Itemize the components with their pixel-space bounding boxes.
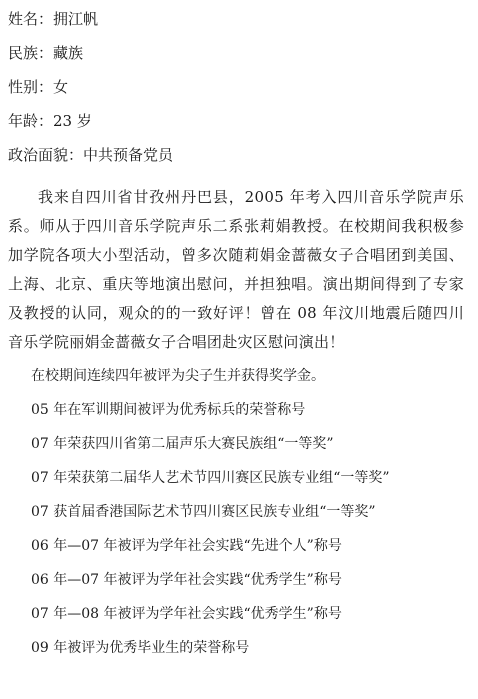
award-item-excellent-student-0708: 07 年—08 年被评为学年社会实践“优秀学生”称号	[31, 606, 342, 622]
intro-paragraph: 我来自四川省甘孜州丹巴县，2005 年考入四川音乐学院声乐系。师从于四川音乐学院声乐二系张莉娟教授。在校期间我积极参加学院各项大小型活动，曾多次随莉娟金蔷薇女子合唱团到美国、上海、北京、重庆等地演出慰问，并担独唱。演出期间得到了专家及教授的认同，观众的的一致好评！曾在 08 年汶川地震后随四川音乐学院丽娟金蔷薇女子合唱团赴灾区慰问演出！	[8, 188, 464, 351]
name-field: 姓名：拥江帆	[8, 10, 99, 28]
award-item-hongkong-art-festival: 07 获首届香港国际艺术节四川赛区民族专业组“一等奖”	[31, 504, 376, 520]
gender-field: 性别：女	[8, 78, 69, 96]
political-status-field: 政治面貌：中共预备党员	[8, 146, 174, 164]
award-item-advanced-individual: 06 年—07 年被评为学年社会实践“先进个人”称号	[31, 538, 342, 554]
award-item-excellent-student-0607: 06 年—07 年被评为学年社会实践“优秀学生”称号	[31, 572, 342, 588]
age-field: 年龄：23 岁	[8, 112, 92, 130]
award-item-sichuan-vocal-contest: 07 年荣获四川省第二届声乐大赛民族组“一等奖”	[31, 436, 334, 452]
award-item-chinese-art-festival: 07 年荣获第二届华人艺术节四川赛区民族专业组“一等奖”	[31, 470, 390, 486]
award-item-military-training: 05 年在军训期间被评为优秀标兵的荣誉称号	[31, 402, 306, 418]
award-item-scholarship: 在校期间连续四年被评为尖子生并获得奖学金。	[31, 368, 325, 384]
award-item-excellent-graduate: 09 年被评为优秀毕业生的荣誉称号	[31, 640, 250, 656]
ethnicity-field: 民族：藏族	[8, 44, 84, 62]
